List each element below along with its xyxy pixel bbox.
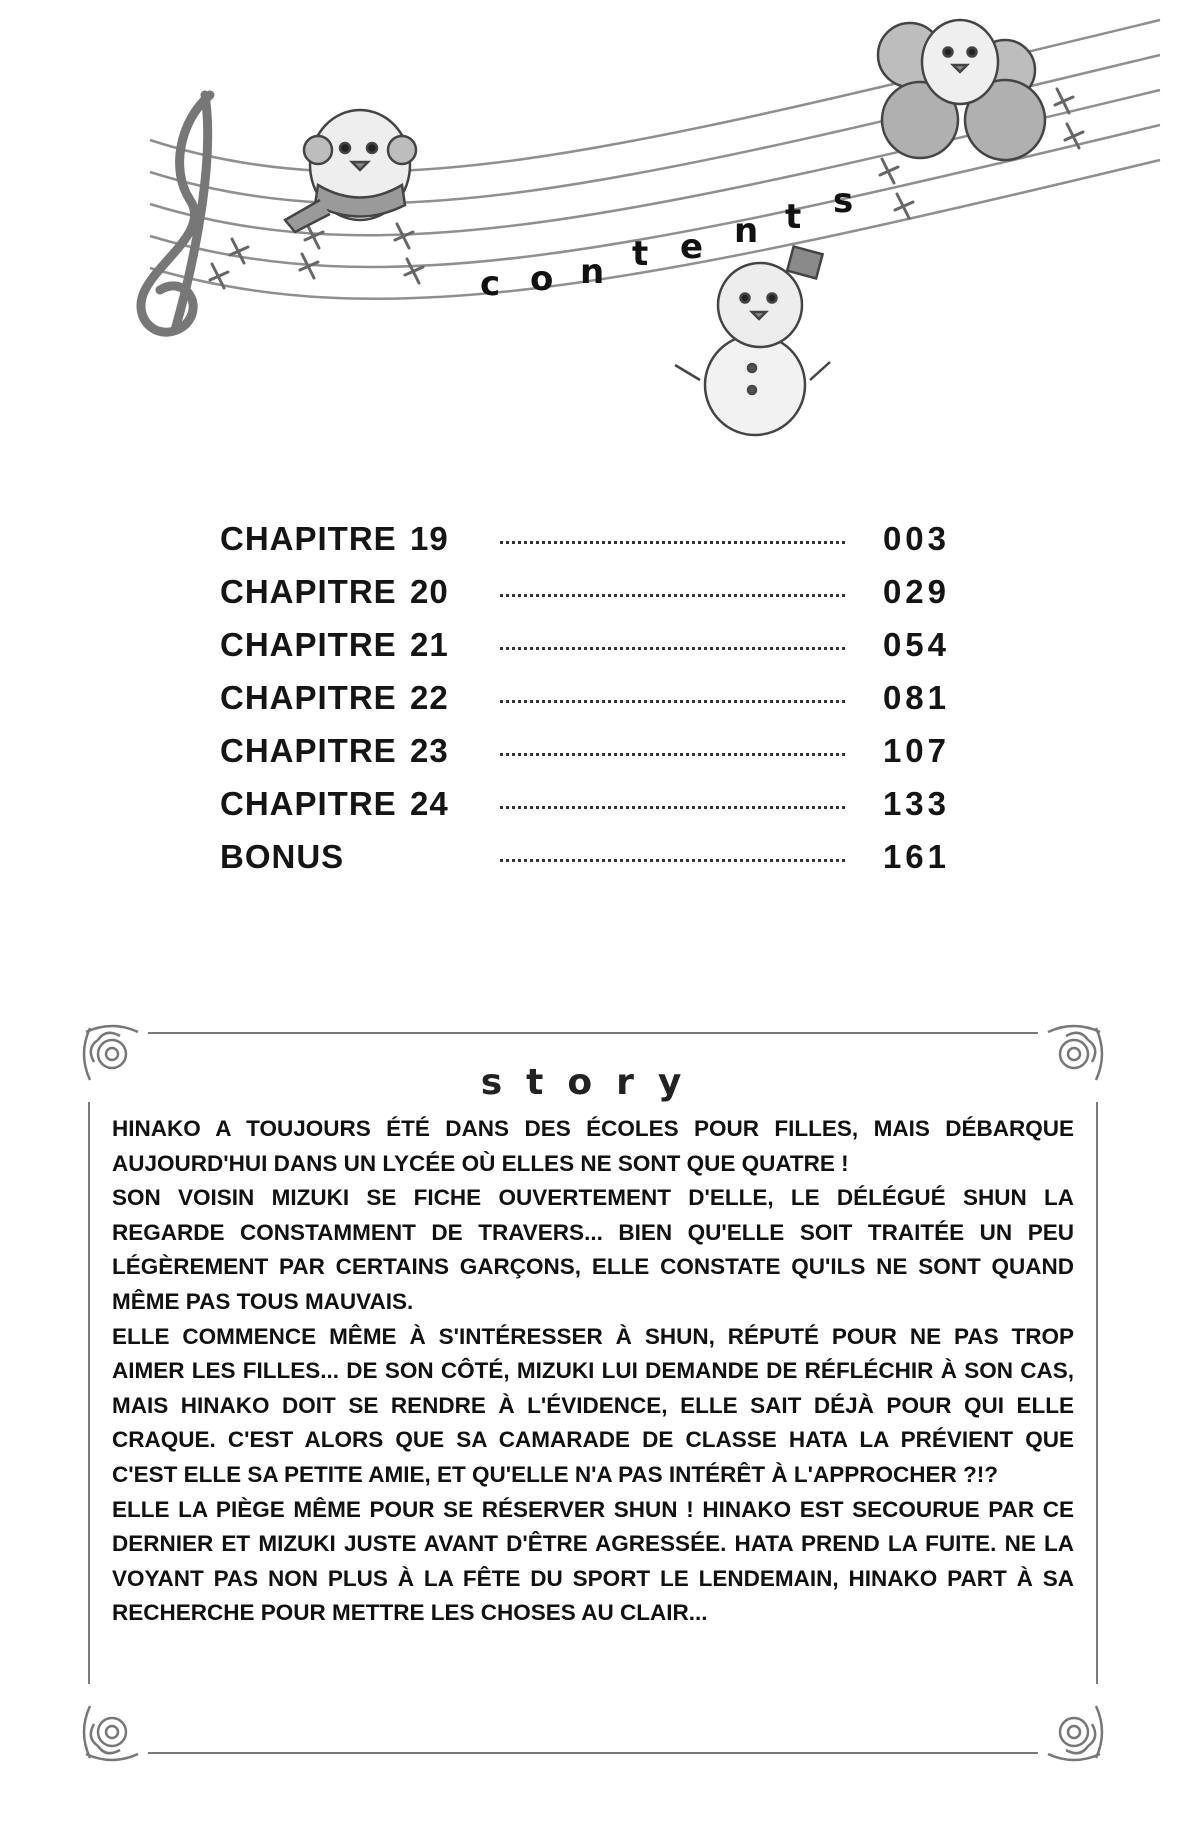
oranges-bird-illustration <box>878 20 1045 160</box>
toc-leader-dots <box>500 753 845 756</box>
toc-chapter-number: 23 <box>410 732 449 769</box>
contents-letter: n <box>734 211 759 251</box>
toc-label: CHAPITRE <box>220 626 397 663</box>
toc-row-chapter-24[interactable] <box>220 785 950 838</box>
story-summary-text <box>112 1112 1074 1631</box>
toc-leader-dots <box>500 541 845 544</box>
contents-letter: c <box>480 264 501 304</box>
contents-letter: o <box>530 259 554 299</box>
ornament-corner-icon <box>76 1696 148 1768</box>
toc-page-number: 107 <box>882 732 950 769</box>
toc-chapter-number: 19 <box>410 520 449 557</box>
contents-letter: n <box>580 252 605 292</box>
contents-letter: e <box>680 227 704 267</box>
toc-row-chapter-21[interactable] <box>220 626 950 679</box>
toc-page-number: 161 <box>882 838 950 875</box>
contents-letter: t <box>632 234 649 274</box>
story-paragraph: SON VOISIN MIZUKI SE FICHE OUVERTEMENT D'ELLE, LE DÉLÉGUÉ SHUN LA REGARDE CONSTAMMENT DE TRAVERS... BIEN QU'ELLE SOIT TRAITÉE UN PEU LÉGÈREMENT PAR CERTAINS GARÇONS, ELLE CONSTATE QU'ILS NE SONT QUAND MÊME PAS TOUS MAUVAIS. <box>112 1185 1074 1314</box>
toc-label: CHAPITRE <box>220 573 397 610</box>
toc-page-number: 054 <box>882 626 950 663</box>
frame-border-top <box>148 1032 1038 1034</box>
toc-leader-dots <box>500 647 845 650</box>
toc-page-number: 133 <box>882 785 950 822</box>
story-summary-box <box>88 1032 1098 1754</box>
toc-label: CHAPITRE <box>220 732 397 769</box>
contents-letter: t <box>785 197 802 237</box>
story-paragraph: ELLE COMMENCE MÊME À S'INTÉRESSER À SHUN, RÉPUTÉ POUR NE PAS TROP AIMER LES FILLES... DE SON CÔTÉ, MIZUKI LUI DEMANDE DE RÉFLÉCHIR À SON CAS, MAIS HINAKO DOIT SE RENDRE À L'ÉVIDENCE, ELLE SAIT DÉJÀ POUR QUI ELLE CRAQUE. C'EST ALORS QUE SA CAMARADE DE CLASSE HATA LA PRÉVIENT QUE C'EST ELLE SA PETITE AMIE, ET QU'ELLE N'A PAS INTÉRÊT À L'APPROCHER ?!? <box>112 1323 1074 1487</box>
frame-border-bottom <box>148 1752 1038 1754</box>
toc-chapter-number: 24 <box>410 785 449 822</box>
toc-leader-dots <box>500 859 845 862</box>
contents-letter: s <box>833 181 854 221</box>
toc-label: BONUS <box>220 838 345 875</box>
story-paragraph: HINAKO A TOUJOURS ÉTÉ DANS DES ÉCOLES POUR FILLES, MAIS DÉBARQUE AUJOURD'HUI DANS UN LYCÉE OÙ ELLES NE SONT QUE QUATRE ! <box>112 1116 1074 1176</box>
toc-chapter-number: 22 <box>410 679 449 716</box>
toc-leader-dots <box>500 700 845 703</box>
toc-row-chapter-20[interactable] <box>220 573 950 626</box>
story-paragraph: ELLE LA PIÈGE MÊME POUR SE RÉSERVER SHUN ! HINAKO EST SECOURUE PAR CE DERNIER ET MIZUKI JUSTE AVANT D'ÊTRE AGRESSÉE. HATA PREND LA FUITE. NE LA VOYANT PAS NON PLUS À LA FÊTE DU SPORT LE LENDEMAIN, HINAKO PART À SA RECHERCHE POUR METTRE LES CHOSES AU CLAIR... <box>112 1496 1074 1626</box>
ornament-corner-icon <box>1038 1696 1110 1768</box>
snowman-bird-illustration <box>675 247 830 435</box>
toc-leader-dots <box>500 806 845 809</box>
toc-row-bonus[interactable] <box>220 838 950 891</box>
toc-row-chapter-22[interactable] <box>220 679 950 732</box>
toc-chapter-number: 21 <box>410 626 449 663</box>
toc-label: CHAPITRE <box>220 679 397 716</box>
toc-row-chapter-19[interactable] <box>220 520 950 573</box>
story-heading: story <box>480 1062 706 1103</box>
toc-leader-dots <box>500 594 845 597</box>
table-of-contents <box>220 520 950 891</box>
toc-page-number: 029 <box>882 573 950 610</box>
toc-row-chapter-23[interactable] <box>220 732 950 785</box>
frame-border-left <box>88 1102 90 1684</box>
toc-page-number: 003 <box>882 520 950 557</box>
toc-chapter-number: 20 <box>410 573 449 610</box>
toc-label: CHAPITRE <box>220 520 397 557</box>
header-illustration <box>0 0 1200 470</box>
treble-clef-icon <box>141 95 210 332</box>
toc-label: CHAPITRE <box>220 785 397 822</box>
frame-border-right <box>1096 1102 1098 1684</box>
toc-page-number: 081 <box>882 679 950 716</box>
